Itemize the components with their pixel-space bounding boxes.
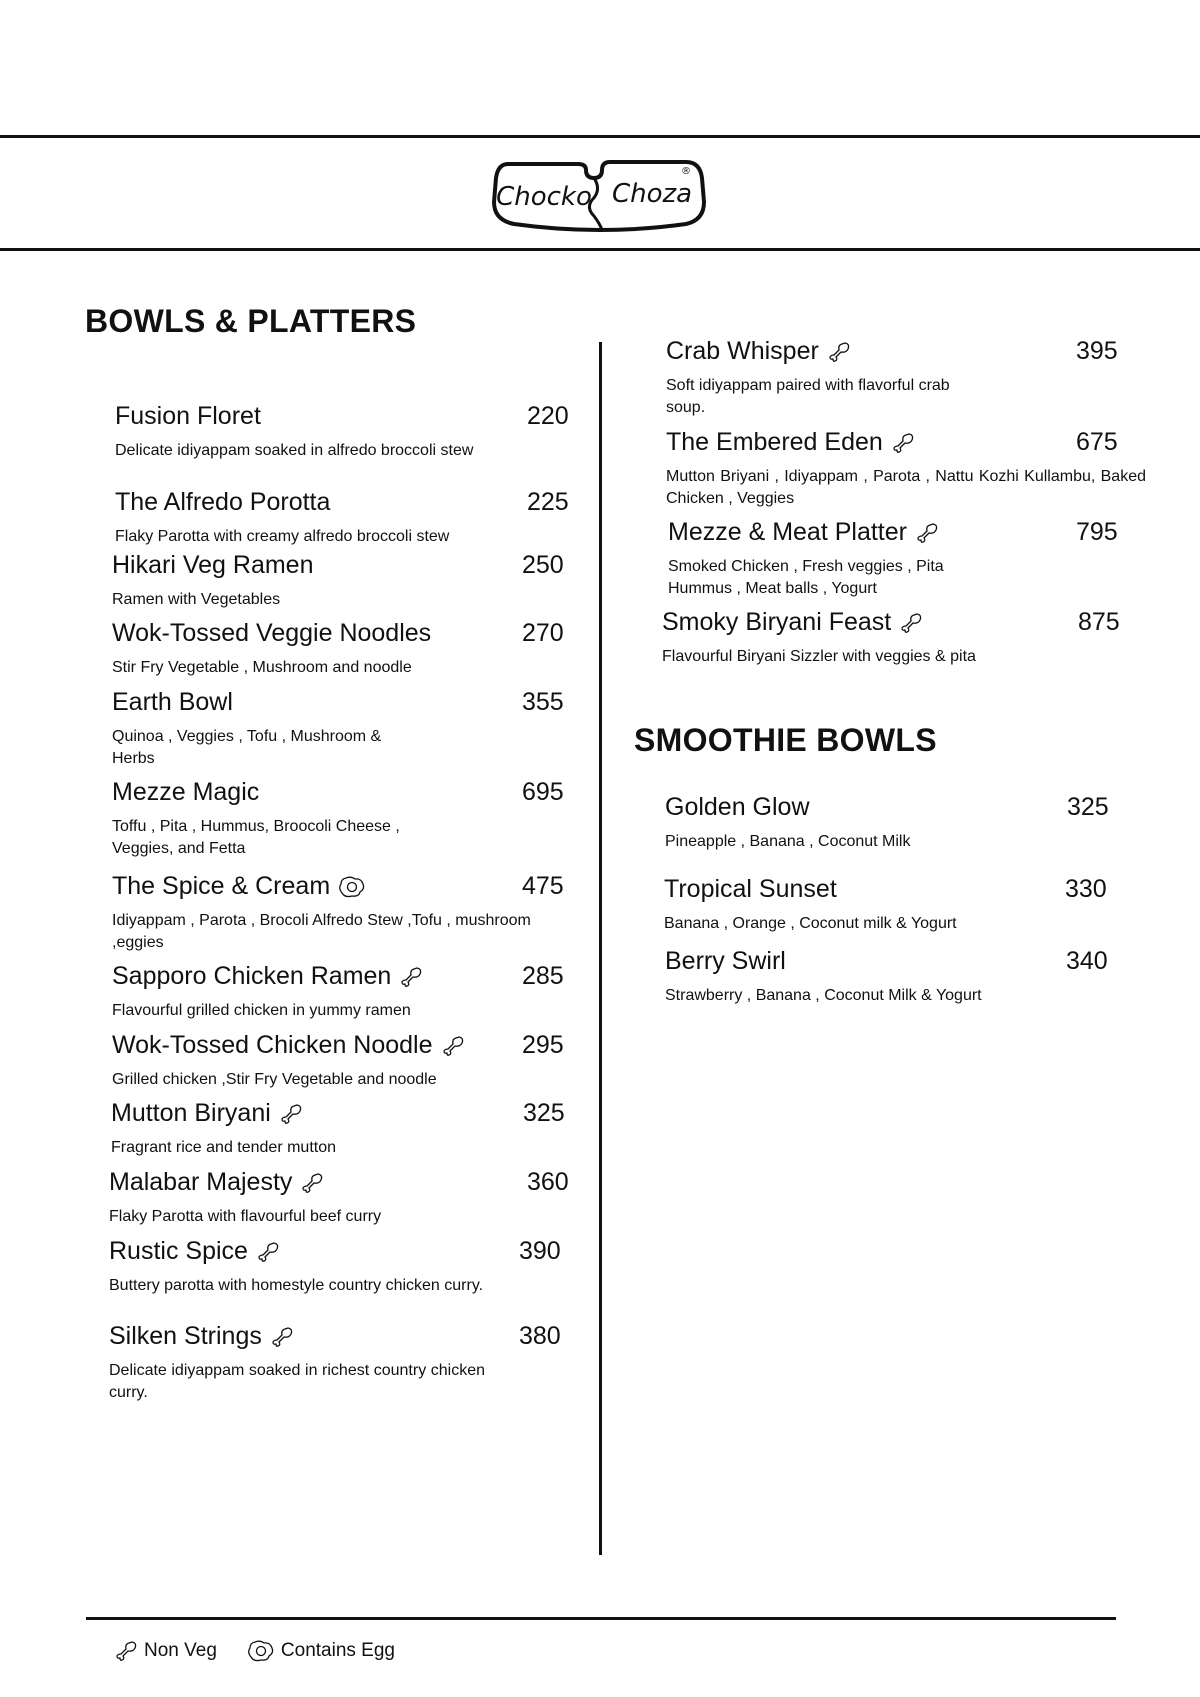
column-divider: [599, 342, 602, 1555]
menu-item-name: Mezze & Meat Platter: [668, 518, 907, 546]
menu-item-price: 340: [1066, 947, 1108, 975]
menu-item: [112, 778, 582, 860]
menu-item-description: Mutton Briyani , Idiyappam , Parota , Nattu Kozhi Kullambu, Baked Chicken , Veggies: [666, 468, 1146, 507]
legend-non-veg: [114, 1639, 217, 1663]
menu-item-price: 325: [1067, 793, 1109, 821]
drumstick-icon: [114, 1639, 138, 1663]
menu-item-price: 270: [522, 619, 564, 647]
menu-item-description: Pineapple , Banana , Coconut Milk: [665, 833, 911, 850]
menu-item: [662, 608, 1122, 668]
drumstick-icon: [915, 521, 939, 545]
menu-item-description: Stir Fry Vegetable , Mushroom and noodle: [112, 659, 412, 676]
menu-item: [666, 428, 1166, 510]
menu-item-description: Fragrant rice and tender mutton: [111, 1139, 337, 1156]
menu-item: [112, 619, 582, 679]
menu-item-price: 330: [1065, 875, 1107, 903]
menu-item-price: 295: [522, 1031, 564, 1059]
menu-item-price: 220: [527, 402, 569, 430]
menu-item-name: Hikari Veg Ramen: [112, 551, 314, 579]
menu-item: [109, 1168, 579, 1228]
menu-item-name: Malabar Majesty: [109, 1168, 293, 1196]
drumstick-icon: [256, 1240, 280, 1264]
menu-item-name: Tropical Sunset: [664, 875, 837, 903]
menu-item-description: Flaky Parotta with flavourful beef curry: [109, 1208, 382, 1225]
menu-item-name: Earth Bowl: [112, 688, 233, 716]
drumstick-icon: [399, 965, 423, 989]
menu-item-description: Buttery parotta with homestyle country chicken curry.: [109, 1277, 484, 1294]
logo-left-text: Chocko: [496, 182, 592, 212]
menu-item: [665, 947, 1125, 1007]
brand-logo: [490, 150, 710, 236]
menu-item-price: 695: [522, 778, 564, 806]
legend-egg: [247, 1639, 395, 1663]
menu-item-name: The Alfredo Porotta: [115, 488, 331, 516]
menu-item-price: 325: [523, 1099, 565, 1127]
logo-right-text: Choza: [611, 179, 693, 209]
drumstick-icon: [300, 1171, 324, 1195]
menu-item-description: Grilled chicken ,Stir Fry Vegetable and noodle: [112, 1071, 437, 1088]
footer-rule: [86, 1617, 1116, 1620]
menu-item-price: 475: [522, 872, 564, 900]
header-rule: [0, 248, 1200, 251]
registered-mark: ®: [681, 166, 691, 177]
drumstick-icon: [827, 340, 851, 364]
menu-item-description: Banana , Orange , Coconut milk & Yogurt: [664, 915, 957, 932]
menu-item: [111, 1099, 581, 1159]
legend: [114, 1634, 425, 1668]
menu-item: [665, 793, 1125, 853]
menu-item: [112, 872, 582, 954]
menu-item-name: The Spice & Cream: [112, 872, 331, 900]
menu-item-description: Smoked Chicken , Fresh veggies , Pita Hummus , Meat balls , Yogurt: [668, 558, 944, 597]
drumstick-icon: [270, 1325, 294, 1349]
menu-item-description: Soft idiyappam paired with flavorful crab soup.: [666, 377, 950, 416]
top-rule: [0, 135, 1200, 138]
menu-item: [115, 488, 585, 548]
drumstick-icon: [441, 1034, 465, 1058]
menu-item-name: Silken Strings: [109, 1322, 262, 1350]
menu-item-description: Delicate idiyappam soaked in richest country chicken curry.: [109, 1362, 485, 1401]
menu-item-price: 225: [527, 488, 569, 516]
menu-item-price: 875: [1078, 608, 1120, 636]
legend-egg-label: Contains Egg: [280, 1640, 395, 1661]
menu-item-price: 675: [1076, 428, 1118, 456]
menu-item-description: Flavourful Biryani Sizzler with veggies & pita: [662, 648, 976, 665]
menu-item-price: 285: [522, 962, 564, 990]
menu-item-price: 355: [522, 688, 564, 716]
menu-item-description: Toffu , Pita , Hummus, Broocoli Cheese , Veggies, and Fetta: [112, 818, 400, 857]
menu-item-description: Delicate idiyappam soaked in alfredo broccoli stew: [115, 442, 474, 459]
menu-item: [112, 551, 582, 611]
menu-item: [112, 1031, 582, 1091]
section-title-bowls: BOWLS & PLATTERS: [85, 303, 417, 339]
menu-item-name: Rustic Spice: [109, 1237, 248, 1265]
drumstick-icon: [891, 431, 915, 455]
menu-item-name: Mutton Biryani: [111, 1099, 271, 1127]
menu-item-price: 250: [522, 551, 564, 579]
menu-item: [109, 1322, 579, 1404]
menu-item-name: The Embered Eden: [666, 428, 883, 456]
egg-icon: [247, 1639, 275, 1663]
menu-item-price: 795: [1076, 518, 1118, 546]
menu-item-description: Strawberry , Banana , Coconut Milk & Yogurt: [665, 987, 982, 1004]
legend-non-veg-label: Non Veg: [144, 1640, 217, 1661]
menu-item-description: Idiyappam , Parota , Brocoli Alfredo Stew ,Tofu , mushroom ,eggies: [112, 912, 531, 951]
menu-item-price: 395: [1076, 337, 1118, 365]
menu-item: [112, 688, 582, 770]
menu-item-price: 390: [519, 1237, 561, 1265]
menu-item-name: Crab Whisper: [666, 337, 819, 365]
menu-item: [115, 402, 585, 462]
menu-item-description: Flavourful grilled chicken in yummy ramen: [112, 1002, 411, 1019]
menu-item-description: Ramen with Vegetables: [112, 591, 281, 608]
menu-item-description: Quinoa , Veggies , Tofu , Mushroom & Herbs: [112, 728, 382, 767]
menu-item-description: Flaky Parotta with creamy alfredo broccoli stew: [115, 528, 450, 545]
menu-item-name: Berry Swirl: [665, 947, 786, 975]
section-title-smoothie: SMOOTHIE BOWLS: [634, 722, 937, 758]
drumstick-icon: [899, 611, 923, 635]
menu-item: [666, 337, 1126, 419]
egg-icon: [338, 875, 366, 899]
drumstick-icon: [279, 1102, 303, 1126]
menu-item-name: Wok-Tossed Chicken Noodle: [112, 1031, 433, 1059]
menu-item-name: Smoky Biryani Feast: [662, 608, 892, 636]
menu-item: [112, 962, 582, 1022]
menu-item: [668, 518, 1128, 600]
menu-item: [109, 1237, 579, 1297]
menu-item-name: Wok-Tossed Veggie Noodles: [112, 619, 432, 647]
menu-item-name: Mezze Magic: [112, 778, 260, 806]
menu-item-name: Fusion Floret: [115, 402, 261, 430]
menu-item-price: 360: [527, 1168, 569, 1196]
menu-item-name: Sapporo Chicken Ramen: [112, 962, 392, 990]
menu-item-price: 380: [519, 1322, 561, 1350]
menu-item: [664, 875, 1124, 935]
menu-item-name: Golden Glow: [665, 793, 810, 821]
